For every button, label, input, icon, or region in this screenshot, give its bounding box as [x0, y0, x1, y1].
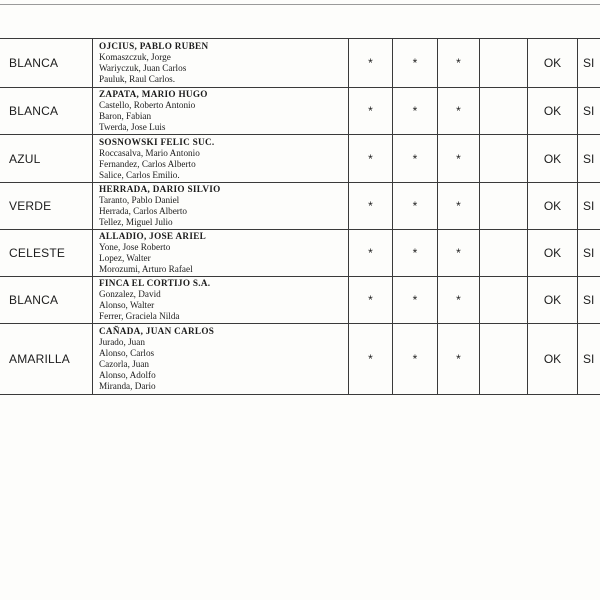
team-names [93, 88, 349, 135]
table-row [0, 324, 600, 395]
team-member: Pauluk, Raul Carlos. [99, 74, 176, 84]
empty-mark-cell [480, 88, 528, 135]
team-color: VERDE [0, 183, 93, 230]
team-member: Lopez, Walter [99, 253, 151, 263]
team-member: Wariyczuk, Juan Carlos [99, 63, 187, 73]
check-mark: * [349, 135, 393, 183]
status-si: SI [578, 135, 600, 183]
check-mark: * [349, 277, 393, 324]
team-member: Taranto, Pablo Daniel [99, 195, 180, 205]
status-si: SI [578, 39, 600, 88]
check-mark: * [393, 324, 438, 395]
team-color: BLANCA [0, 277, 93, 324]
check-mark: * [349, 183, 393, 230]
team-member: Yone, Jose Roberto [99, 242, 171, 252]
status-si: SI [578, 88, 600, 135]
team-member: Fernandez, Carlos Alberto [99, 158, 196, 169]
page-edge-line [0, 4, 600, 5]
table-row [0, 230, 600, 277]
check-mark: * [349, 324, 393, 395]
team-member: Roccasalva, Mario Antonio [99, 147, 200, 158]
empty-mark-cell [480, 230, 528, 277]
team-member: Alonso, Walter [99, 300, 155, 310]
team-member: Morozumi, Arturo Rafael [99, 264, 193, 274]
status-si: SI [578, 324, 600, 395]
team-owner: CAÑADA, JUAN CARLOS [99, 326, 215, 336]
results-table [0, 38, 600, 395]
team-owner: HERRADA, DARIO SILVIO [99, 184, 221, 194]
status-ok: OK [528, 88, 578, 135]
team-owner: FINCA EL CORTIJO S.A. [99, 278, 211, 288]
empty-mark-cell [480, 277, 528, 324]
team-names [93, 324, 349, 395]
check-mark: * [393, 135, 438, 183]
team-color: CELESTE [0, 230, 93, 277]
team-member: Alonso, Carlos [99, 348, 155, 358]
check-mark: * [438, 324, 480, 395]
check-mark: * [438, 230, 480, 277]
team-member: Ferrer, Graciela Nilda [99, 311, 180, 321]
empty-mark-cell [480, 135, 528, 183]
check-mark: * [349, 39, 393, 88]
check-mark: * [349, 230, 393, 277]
empty-mark-cell [480, 39, 528, 88]
team-color: BLANCA [0, 88, 93, 135]
check-mark: * [438, 277, 480, 324]
team-names [93, 230, 349, 277]
team-names [93, 277, 349, 324]
status-ok: OK [528, 39, 578, 88]
team-member: Cazorla, Juan [99, 359, 150, 369]
team-owner: OJCIUS, PABLO RUBEN [99, 41, 209, 51]
team-color: AMARILLA [0, 324, 93, 395]
team-member: Jurado, Juan [99, 337, 145, 347]
status-ok: OK [528, 135, 578, 183]
status-ok: OK [528, 230, 578, 277]
team-owner: ALLADIO, JOSE ARIEL [99, 231, 207, 241]
check-mark: * [393, 183, 438, 230]
team-member: Castello, Roberto Antonio [99, 100, 196, 110]
status-si: SI [578, 230, 600, 277]
team-color: AZUL [0, 135, 93, 183]
empty-mark-cell [480, 324, 528, 395]
status-si: SI [578, 277, 600, 324]
table-row [0, 88, 600, 135]
table-row [0, 135, 600, 183]
check-mark: * [438, 88, 480, 135]
table-row [0, 183, 600, 230]
team-member: Baron, Fabian [99, 111, 152, 121]
team-names [93, 135, 349, 183]
check-mark: * [438, 135, 480, 183]
status-si: SI [578, 183, 600, 230]
check-mark: * [438, 183, 480, 230]
check-mark: * [349, 88, 393, 135]
check-mark: * [393, 277, 438, 324]
team-owner: ZAPATA, MARIO HUGO [99, 89, 208, 99]
check-mark: * [393, 39, 438, 88]
status-ok: OK [528, 277, 578, 324]
table-row [0, 39, 600, 88]
check-mark: * [393, 230, 438, 277]
team-owner: SOSNOWSKI FELIC SUC. [99, 136, 215, 147]
check-mark: * [438, 39, 480, 88]
team-member: Tellez, Miguel Julio [99, 217, 173, 227]
team-names [93, 39, 349, 88]
status-ok: OK [528, 183, 578, 230]
team-names [93, 183, 349, 230]
team-member: Herrada, Carlos Alberto [99, 206, 188, 216]
team-member: Komaszczuk, Jorge [99, 52, 171, 62]
empty-mark-cell [480, 183, 528, 230]
team-member: Gonzalez, David [99, 289, 161, 299]
team-color: BLANCA [0, 39, 93, 88]
table-row [0, 277, 600, 324]
team-member: Alonso, Adolfo [99, 370, 156, 380]
team-member: Salice, Carlos Emilio. [99, 169, 180, 180]
status-ok: OK [528, 324, 578, 395]
results-table-body [0, 39, 600, 395]
check-mark: * [393, 88, 438, 135]
team-member: Twerda, Jose Luis [99, 122, 166, 132]
team-member: Miranda, Dario [99, 381, 156, 391]
